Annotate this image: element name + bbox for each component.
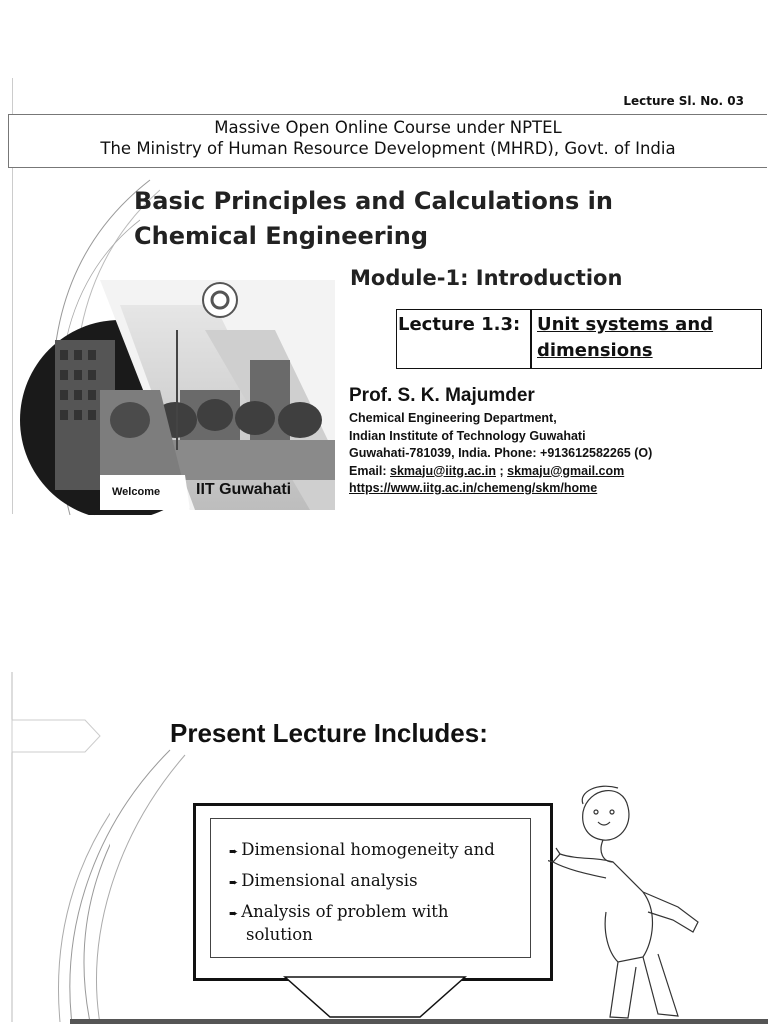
header-line-1: Massive Open Online Course under NPTEL [214, 118, 562, 137]
lecture-topic-line-2: dimensions [537, 340, 653, 361]
course-title-line-2: Chemical Engineering [134, 222, 429, 250]
lecture-topic [537, 312, 713, 364]
email-link-2[interactable]: skmaju@gmail.com [507, 463, 625, 478]
email-link-1[interactable]: skmaju@iitg.ac.in [390, 463, 496, 478]
email-row [349, 463, 652, 481]
lecture-box-divider [530, 309, 532, 369]
email-separator: ; [499, 463, 504, 478]
contact-info [349, 410, 652, 498]
email-label: Email: [349, 463, 387, 478]
lecture-serial: Lecture Sl. No. 03 [623, 94, 744, 108]
pointing-hand-icon: ➨ [229, 845, 239, 858]
course-title [134, 184, 613, 254]
slide-heading: Present Lecture Includes: [170, 718, 488, 748]
bullet-item: ➨ Dimensional homogeneity and [229, 840, 495, 859]
professor-cartoon [548, 782, 718, 1022]
pointing-hand-icon: ➨ [229, 907, 239, 920]
campus-photo-collage [0, 270, 340, 515]
address: Guwahati-781039, India. Phone: +913612582265 (O) [349, 446, 653, 460]
bullet-item: ➨ Analysis of problem with [229, 902, 449, 921]
module-title: Module-1: Introduction [350, 266, 623, 290]
bullet-item: ➨ Dimensional analysis [229, 871, 418, 890]
department: Chemical Engineering Department, [349, 411, 557, 425]
professor-name: Prof. S. K. Majumder [349, 385, 535, 406]
lecture-topic-line-1: Unit systems and [537, 314, 714, 335]
website-link[interactable]: https://www.iitg.ac.in/chemeng/skm/home [349, 481, 598, 495]
bullet-item-continuation: solution [246, 925, 313, 944]
header-line-2: The Ministry of Human Resource Development (MHRD), Govt. of India [100, 139, 676, 158]
lecture-label: Lecture 1.3: [398, 314, 521, 335]
campus-label: IIT Guwahati [196, 481, 292, 498]
institute: Indian Institute of Technology Guwahati [349, 428, 586, 443]
welcome-text: Welcome [112, 486, 161, 498]
pointing-hand-icon: ➨ [229, 876, 239, 889]
course-title-line-1: Basic Principles and Calculations in [134, 187, 613, 215]
